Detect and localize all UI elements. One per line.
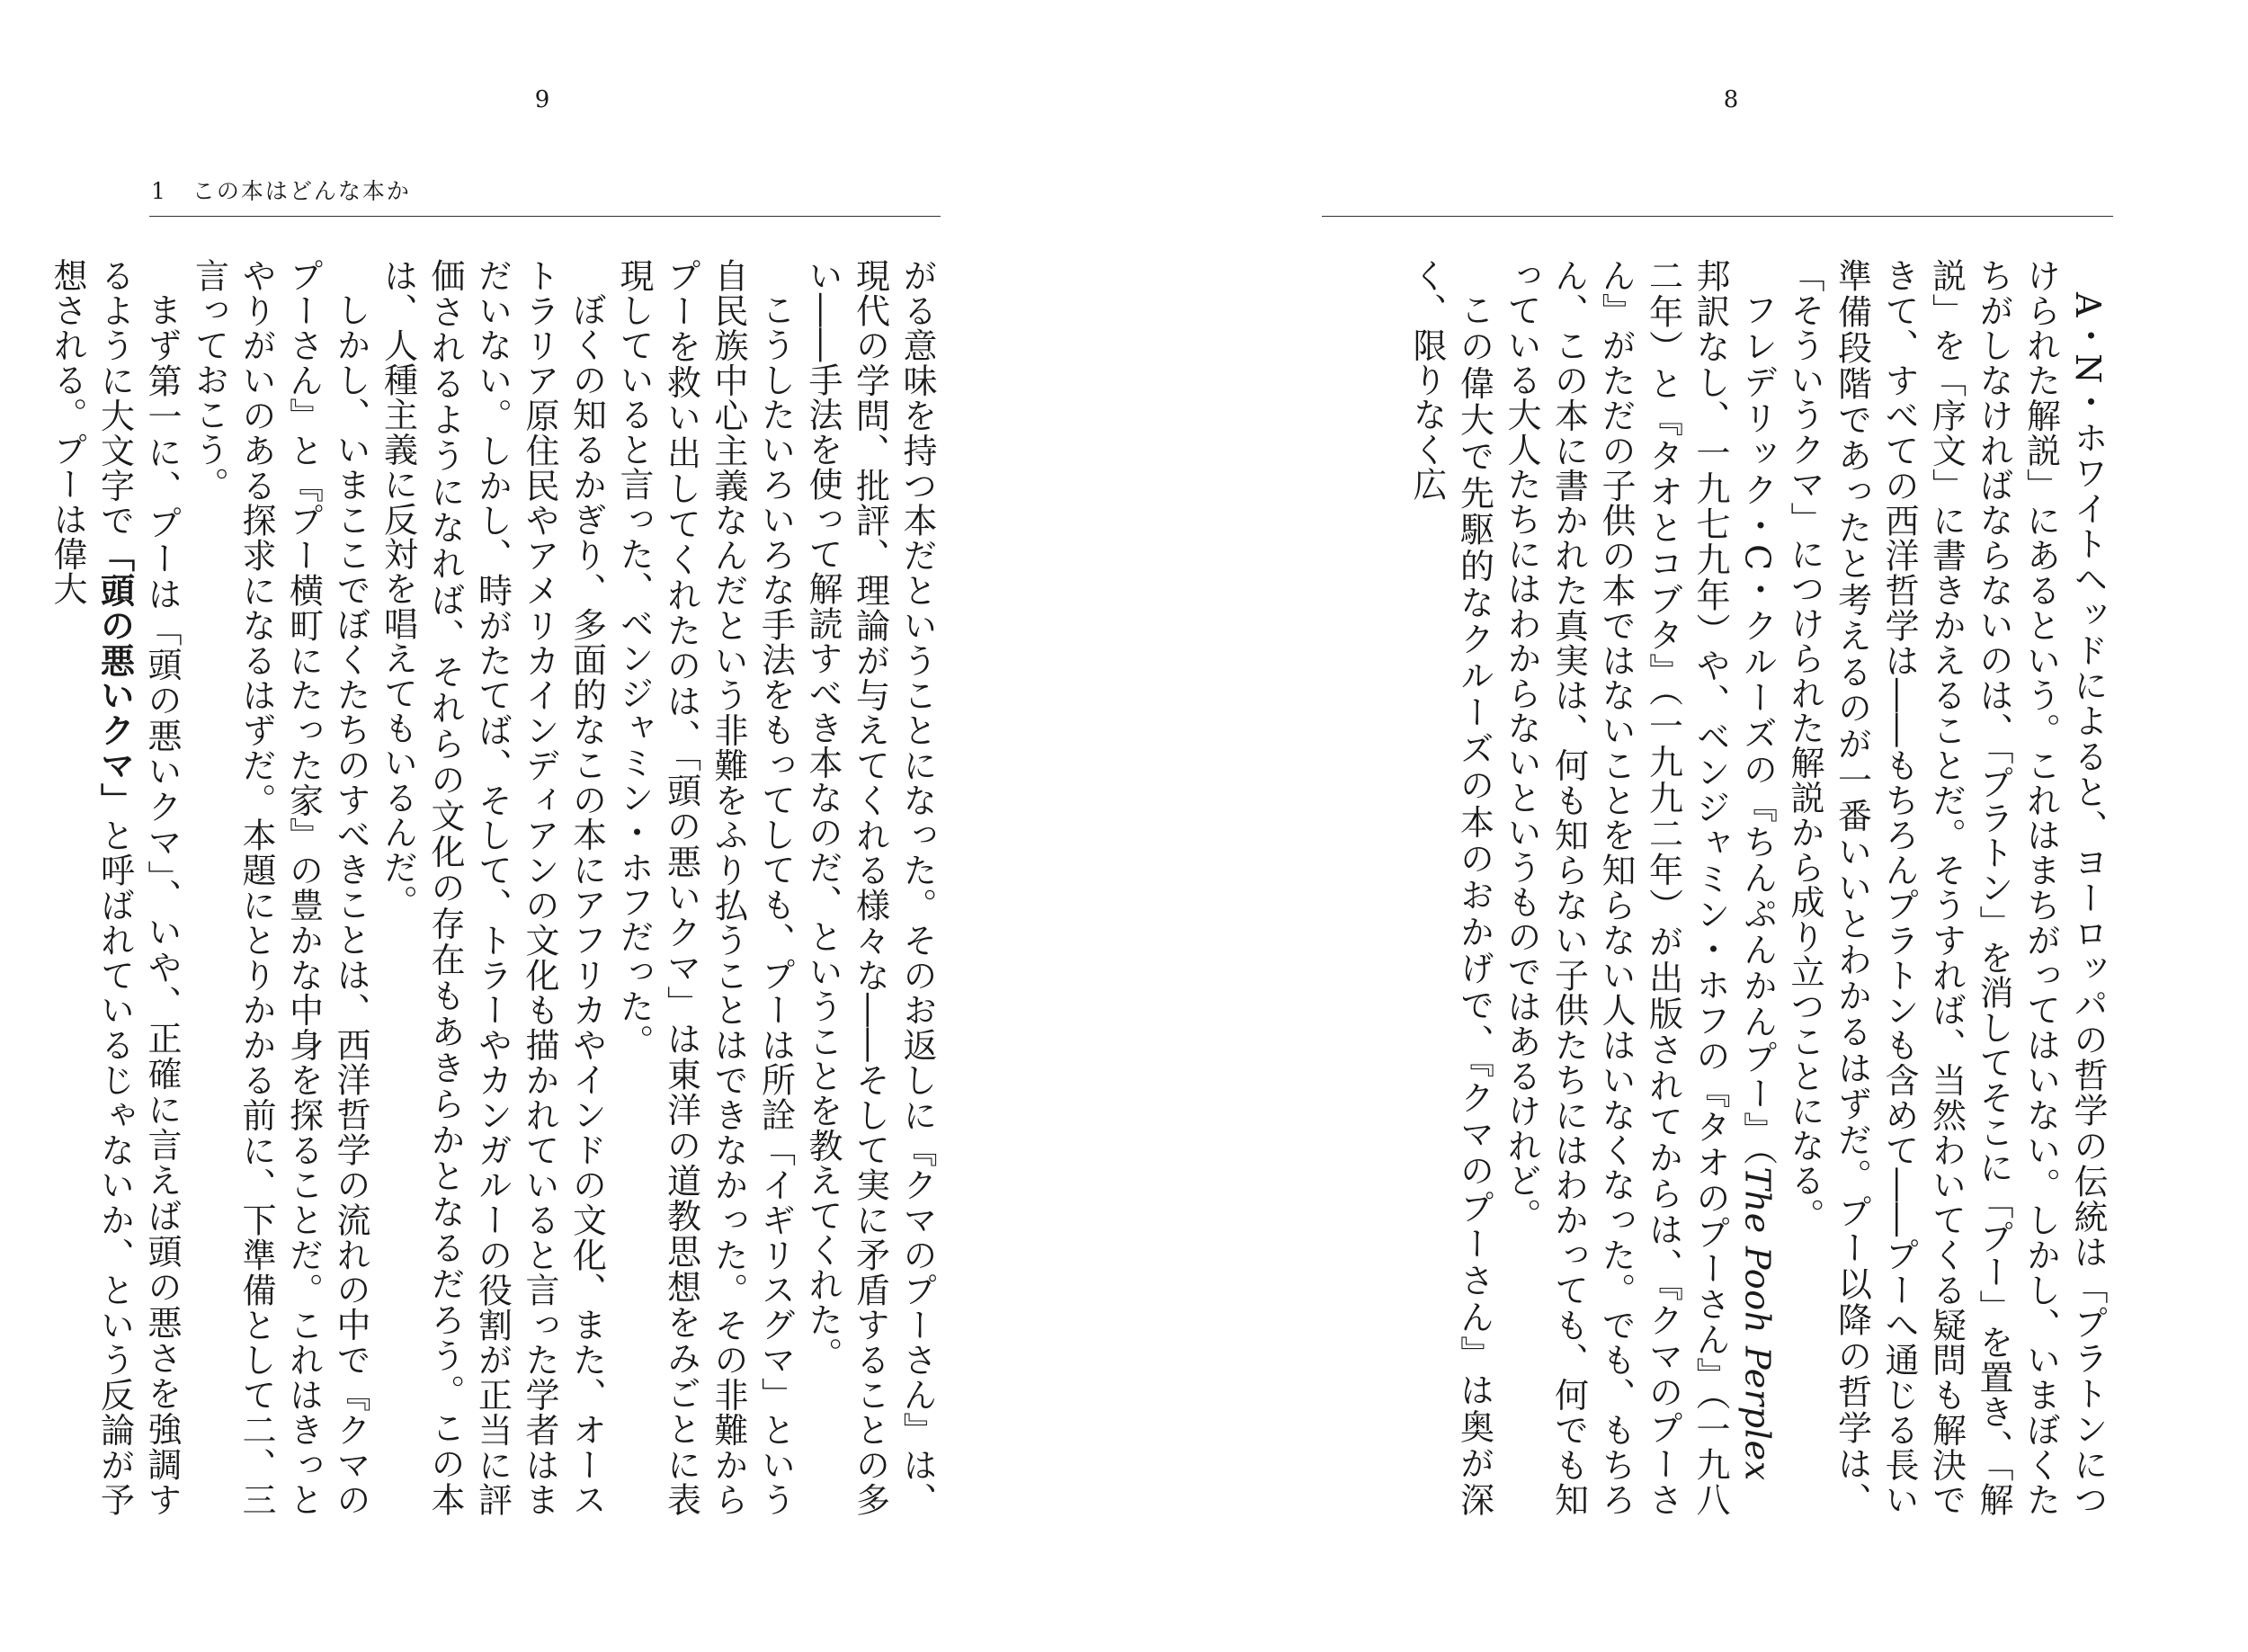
- paragraph: この偉大で先駆的なクルーズの本のおかげで、『クマのプーさん』は奥が深く、限りなく広: [1407, 258, 1494, 1517]
- body-text: [48, 258, 941, 1517]
- paragraph-text: フレデリック・C・クルーズの『ちんぷんかんプー』（: [1737, 292, 1778, 1167]
- paragraph-text: まず第一に、プーは「頭の悪いクマ」、いや、正確に言えば頭の悪さを強調するように大文字で: [94, 258, 182, 1517]
- header-rule: [149, 216, 941, 217]
- chapter-number: 1: [151, 178, 167, 204]
- paragraph: A・N・ホワイトヘッドによると、ヨーロッパの哲学の伝統は「プラトンにつけられた解説」にあるという。これはまちがってはいない。しかし、いまぼくたちがしなければならないのは、「プラトン」を消してそこに「プー」を置き、「解説」を「序文」に書きかえることだ。そうすれば、当然わいてくる疑問も解決できて、すべての西洋哲学は――もちろんプラトンも含めて――プーへ通じる長い準備段階であったと考えるのが一番いいとわかるはずだ。プー以降の哲学は、「そういうクマ」につけられた解説から成り立つことになる。: [1785, 258, 2108, 1517]
- paragraph: しかし、いまここでぼくたちのすべきことは、西洋哲学の流れの中で『クマのプーさん』と『プー横町にたった家』の豊かな中身を探ることだ。これはきっとやりがいのある探求になるはずだ。本題にとりかかる前に、下準備として二、三言っておこう。: [189, 258, 370, 1517]
- body-text: [1289, 258, 2111, 1517]
- paragraph-text: と呼ばれているじゃないか、という反論が予想される。プーは偉大: [48, 258, 135, 1517]
- paragraph: がる意味を持つ本だということになった。そのお返しに『クマのプーさん』は、現代の学問、批評、理論が与えてくれる様々な――そして実に矛盾することの多い――手法を使って解読すべき本なのだ、ということを教えてくれた。: [803, 258, 937, 1517]
- paragraph: [44, 258, 186, 1517]
- paragraph: ぼくの知るかぎり、多面的なこの本にアフリカやインドの文化、また、オーストラリア原住民やアメリカインディアンの文化も描かれていると言った学者はまだいない。しかし、時がたてば、そして、トラーやカンガルーの役割が正当に評価されるようになれば、それらの文化の存在もあきらかとなるだろう。この本は、人種主義に反対を唱えてもいるんだ。: [378, 258, 607, 1517]
- chapter-title: この本はどんな本か: [192, 178, 411, 204]
- paragraph-text: 邦訳なし、一九七九年）や、ベンジャミン・ホフの『タオのプーさん』（一九八二年）と『タオとコブタ』（一九九二年）が出版されてからは、『クマのプーさん』がただの子供の本ではないことを知らない人はいなくなった。でも、もちろん、この本に書かれた真実は、何も知らない子供たちにはわかっても、何でも知っている大人たちにはわからないというものではあるけれど。: [1502, 258, 1778, 1518]
- page-number: 9: [534, 86, 550, 113]
- page-number: 8: [1723, 86, 1739, 113]
- header-rule: [1322, 216, 2113, 217]
- emphasized-phrase: 「頭の悪いクマ」: [94, 538, 135, 818]
- running-head: [151, 178, 411, 205]
- paragraph: こうしたいろいろな手法をもってしても、プーは所詮「イギリスグマ」という自民族中心主義なんだという非難をふり払うことはできなかった。その非難からプーを救い出してくれたのは、「頭の悪いクマ」は東洋の道教思想をみごとに表現していると言った、ベンジャミン・ホフだった。: [614, 258, 796, 1517]
- book-title-latin: The Pooh Perplex: [1737, 1166, 1778, 1481]
- paragraph: [1498, 258, 1781, 1517]
- right-page: [1124, 0, 2248, 1652]
